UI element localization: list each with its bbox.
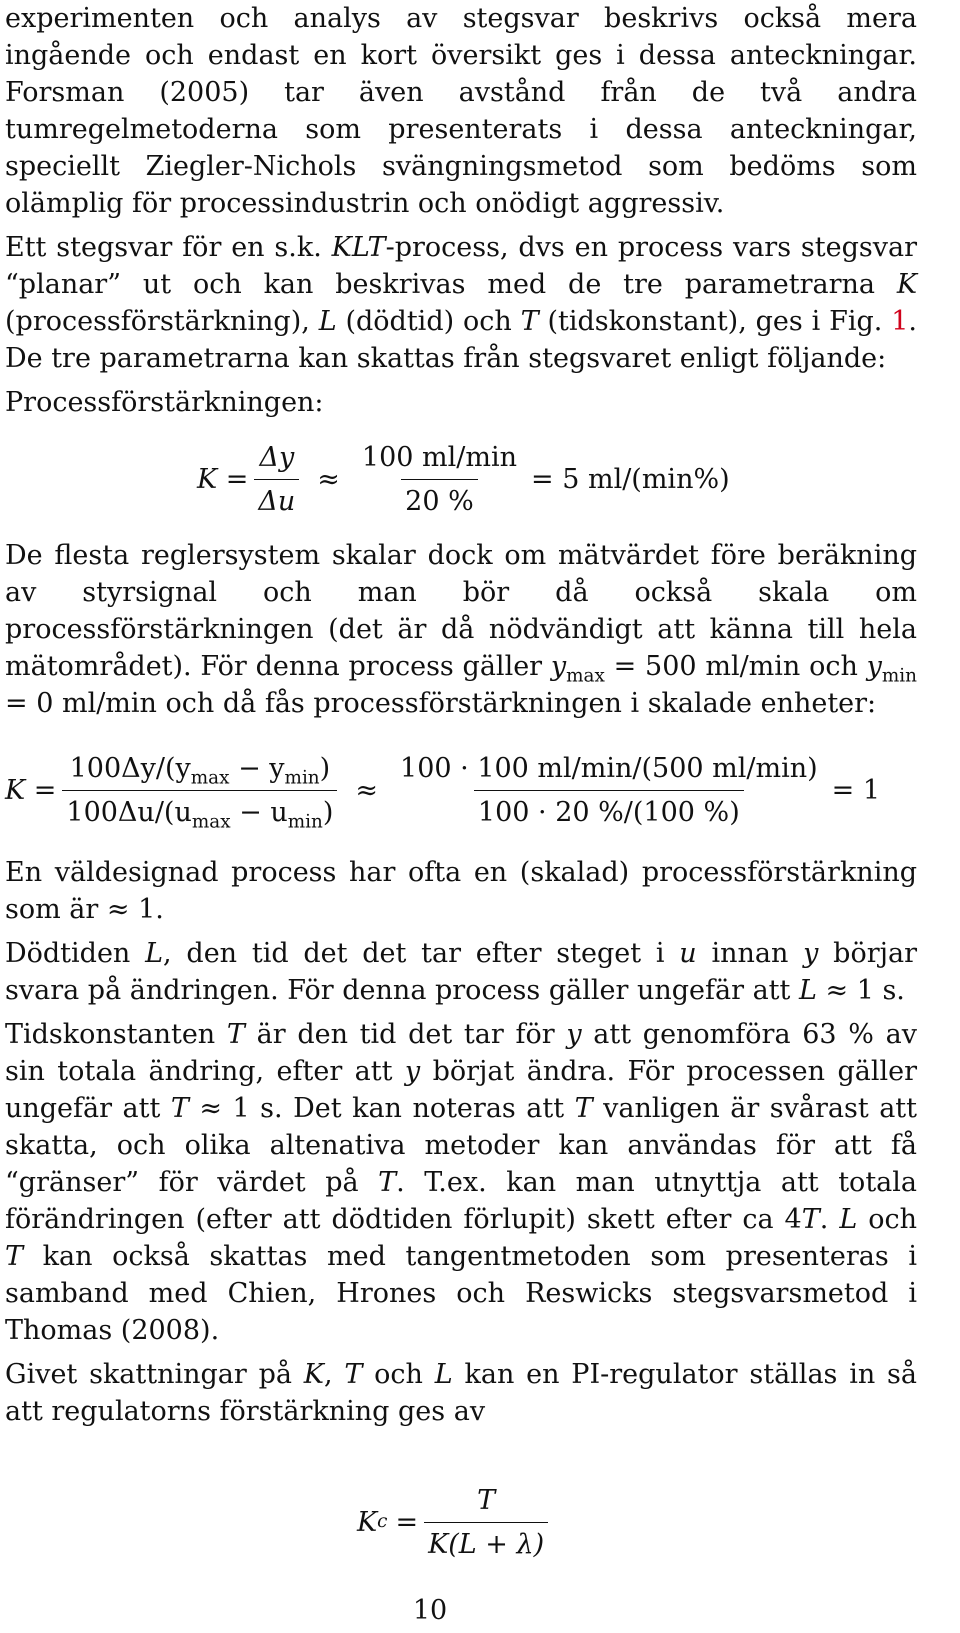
text: Givet skattningar på: [5, 1359, 304, 1390]
fraction-values: [396, 750, 822, 831]
equation-controller-gain: K c = $\frac{T}{K(L + \lambda)}$: [357, 1472, 917, 1572]
text: Processförstärkningen:: [5, 387, 324, 418]
math-y: y: [866, 651, 882, 682]
paragraph-dodtid: [5, 935, 917, 1009]
paragraph-tidskonstant: [5, 1016, 917, 1349]
text: = 0 ml/min och då fås processförstärkningen i skalade enheter:: [5, 688, 877, 719]
math-t: T: [378, 1167, 397, 1198]
math-t: T: [226, 1019, 245, 1050]
text: − u: [230, 796, 288, 828]
math-l: L: [145, 938, 164, 969]
denominator: Δu: [254, 479, 299, 520]
math-t: T: [5, 1241, 24, 1272]
paragraph-skalning: [5, 537, 917, 722]
text: (processförstärkning),: [5, 306, 319, 337]
subscript-max: max: [566, 665, 605, 687]
text: Tidskonstanten: [5, 1019, 227, 1050]
text: ): [319, 752, 331, 784]
numerator: T: [477, 1484, 496, 1516]
approx-symbol: ≈: [355, 774, 379, 806]
eq-rhs: = 5 ml/(min%): [531, 463, 730, 495]
text: kan en PI-regulator ställas in så att regulatorns förstärkning ges av: [5, 1359, 917, 1427]
denominator: 100 · 20 %/(100 %): [474, 790, 744, 831]
text: 100Δu/(u: [66, 796, 192, 828]
math-t: T: [574, 1093, 593, 1124]
text: börjar svara på ändringen. För denna process gäller ungefär att: [5, 938, 918, 1006]
math-t: T: [344, 1359, 363, 1390]
subscript: min: [287, 810, 323, 832]
text: − y: [229, 752, 285, 784]
numerator: 100 ml/min: [361, 441, 517, 473]
math-klt: KLT: [331, 232, 386, 263]
subscript: min: [284, 766, 320, 788]
math-l: L: [798, 975, 817, 1006]
page-number: 10: [412, 1595, 448, 1626]
math-u: u: [679, 938, 697, 969]
text: De flesta reglersystem skalar dock om mätvärdet före beräkning av styrsignal och man bör då också skala om processförstärkningen (det är då nödvändigt att känna till hela mätområdet). För denna process gäller: [5, 540, 917, 682]
text: att genomföra 63 % av sin totala ändring, efter att: [5, 1019, 917, 1087]
text: 100Δy/(y: [69, 752, 191, 784]
eq-lhs: K =: [197, 463, 249, 495]
math-t: T: [170, 1093, 189, 1124]
text: och: [362, 1359, 435, 1390]
figure-reference-link[interactable]: 1: [891, 306, 909, 337]
numerator: [66, 750, 335, 790]
text: vanligen är svårast att skatta, och olika altenativa metoder kan användas för att få “gränser” för värdet på: [5, 1093, 918, 1198]
math-t: T: [801, 1204, 820, 1235]
denominator: 20 %: [401, 479, 478, 520]
paragraph-text: experimenten och analys av stegsvar beskrivs också mera ingående och endast en kort översikt ges i dessa anteckningar. Forsman (2005) tar även avstånd från de två andra tumregelmetoderna som presenterats i dessa anteckningar, speciellt Ziegler-Nichols svängningsmetod som bedöms som olämplig för processindustrin och onödigt aggressiv.: [5, 3, 917, 219]
denominator: K(L + λ): [424, 1522, 548, 1563]
text: ): [322, 796, 334, 828]
text: börjat ändra. För processen gäller ungefär att: [5, 1056, 917, 1124]
eq-rhs: = 1: [831, 774, 881, 806]
text: , den tid det det tar efter steget i: [163, 938, 680, 969]
subscript: max: [191, 810, 231, 832]
math-l: L: [434, 1359, 453, 1390]
text: = 500 ml/min och: [604, 651, 867, 682]
text: ≈ 1 s.: [816, 975, 905, 1006]
numerator: 100 · 100 ml/min/(500 ml/min): [400, 752, 818, 784]
math-y: y: [566, 1019, 582, 1050]
equation-gain: [197, 429, 917, 529]
paragraph-intro: [5, 0, 917, 222]
document-page: [5, 0, 917, 1572]
math-y: y: [404, 1056, 421, 1087]
denominator: [62, 790, 337, 831]
approx-symbol: ≈: [317, 463, 340, 495]
math-t: T: [520, 306, 539, 337]
equation-scaled-gain: [5, 740, 917, 840]
math-y: y: [803, 938, 819, 969]
eq-lhs: K =: [5, 774, 57, 806]
text: Dödtiden: [5, 938, 146, 969]
text: innan: [696, 938, 804, 969]
text: .: [819, 1204, 840, 1235]
math-k: K: [303, 1359, 324, 1390]
text: ≈ 1 s. Det kan noteras att: [188, 1093, 575, 1124]
fraction-delta: [254, 439, 299, 520]
equals-symbol: =: [395, 1506, 419, 1538]
numerator: Δy: [259, 441, 295, 473]
fraction-scaled: [62, 750, 337, 831]
fraction-values: [358, 439, 521, 520]
text: . T.ex. kan man utnyttja att totala förändringen (efter att dödtiden förlupit) skett efter ca 4: [5, 1167, 917, 1235]
paragraph-processforstarkning: [5, 384, 917, 421]
text: (dödtid) och: [336, 306, 521, 337]
math-l: L: [839, 1204, 858, 1235]
text: kan också skattas med tangentmetoden som presenteras i samband med Chien, Hrones och Reswicks stegsvarsmetod i Thomas (2008).: [5, 1241, 917, 1346]
subscript: max: [190, 766, 230, 788]
text: . De tre parametrarna kan skattas från stegsvaret enligt följande:: [5, 306, 917, 374]
subscript-min: min: [881, 665, 917, 687]
text: -process, dvs en process vars stegsvar “planar” ut och kan beskrivas med de tre parametrarna: [5, 232, 918, 300]
paragraph-pi-regulator: [5, 1356, 917, 1430]
paragraph-klt: [5, 229, 917, 377]
text: och: [857, 1204, 918, 1235]
math-y: y: [550, 651, 567, 682]
math-l: L: [318, 306, 337, 337]
text: Ett stegsvar för en s.k.: [5, 232, 332, 263]
text: ,: [323, 1359, 345, 1390]
text: En väldesignad process har ofta en (skalad) processförstärkning som är ≈ 1.: [5, 857, 917, 925]
fraction-controller: [424, 1482, 548, 1563]
eq-lhs: K: [357, 1506, 378, 1538]
text: är den tid det tar för: [244, 1019, 567, 1050]
paragraph-valdesignad: [5, 854, 917, 928]
math-k: K: [896, 269, 917, 300]
text: (tidskonstant), ges i Fig.: [538, 306, 892, 337]
